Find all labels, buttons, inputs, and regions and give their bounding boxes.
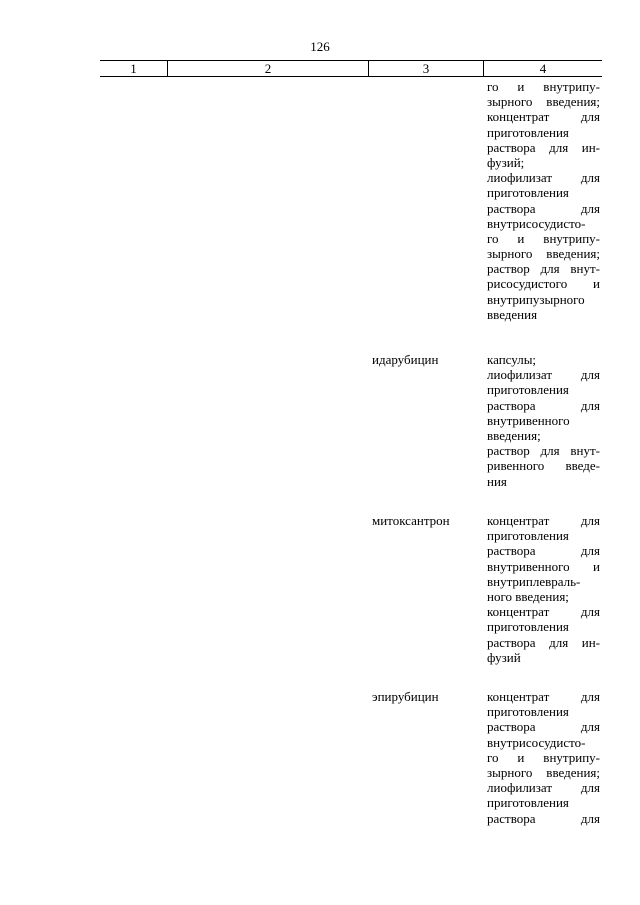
dosage-form-line: внутрисосудисто- bbox=[487, 734, 586, 750]
dosage-form-line: концентрат для bbox=[487, 689, 600, 704]
dosage-form-line: фузий; bbox=[487, 154, 525, 170]
dosage-form-line: ния bbox=[487, 473, 507, 489]
dosage-form-line: внутриплевраль- bbox=[487, 573, 581, 589]
dosage-form-line: раствора для ин- bbox=[487, 139, 600, 155]
dosage-form-line: ривенного введе- bbox=[487, 458, 600, 474]
drug-name-mitoxantrone: митоксантрон bbox=[372, 513, 450, 528]
dosage-form-line: го и внутрипу- bbox=[487, 79, 600, 94]
dosage-form-line: ного введения; bbox=[487, 588, 569, 604]
dosage-form-line: внутрипузырного bbox=[487, 291, 585, 307]
dosage-form-line: введения bbox=[487, 306, 538, 322]
dosage-form-line: внутривенного и bbox=[487, 558, 600, 574]
dosage-form-line: лиофилизат для bbox=[487, 170, 600, 186]
dosage-form-line: лиофилизат для bbox=[487, 367, 600, 383]
dosage-form-line: зырного введения; bbox=[487, 94, 600, 110]
dosage-form-line: раствор для внут- bbox=[487, 443, 600, 459]
dosage-forms-continuation bbox=[487, 79, 600, 322]
dosage-form-line: раствора для bbox=[487, 397, 600, 413]
dosage-form-line: раствора для bbox=[487, 200, 600, 216]
dosage-form-line: приготовления bbox=[487, 619, 569, 635]
dosage-form-line: приготовления bbox=[487, 382, 569, 398]
dosage-form-line: зырного введения; bbox=[487, 764, 600, 780]
dosage-form-line: приготовления bbox=[487, 124, 569, 140]
dosage-form-line: приготовления bbox=[487, 528, 569, 544]
dosage-form-line: раствора для ин- bbox=[487, 634, 600, 650]
dosage-form-line: концентрат для bbox=[487, 604, 600, 620]
dosage-form-line: внутрисосудисто- bbox=[487, 215, 586, 231]
dosage-form-line: го и внутрипу- bbox=[487, 749, 600, 765]
page-number: 126 bbox=[310, 39, 330, 54]
dosage-form-line: раствор для внут- bbox=[487, 261, 600, 277]
dosage-forms-epirubicin bbox=[487, 689, 600, 826]
dosage-form-line: раствора для bbox=[487, 719, 600, 735]
dosage-forms-mitoxantrone bbox=[487, 513, 600, 665]
dosage-form-line: капсулы; bbox=[487, 352, 537, 367]
dosage-form-line: приготовления bbox=[487, 795, 569, 811]
column-header-4: 4 bbox=[483, 61, 602, 76]
dosage-form-line: введения; bbox=[487, 427, 541, 443]
dosage-form-line: концентрат для bbox=[487, 109, 600, 125]
dosage-form-line: лиофилизат для bbox=[487, 780, 600, 796]
dosage-form-line: рисосудистого и bbox=[487, 276, 600, 292]
column-header-1: 1 bbox=[130, 61, 137, 76]
dosage-form-line: приготовления bbox=[487, 185, 569, 201]
dosage-form-line: го и внутрипу- bbox=[487, 230, 600, 246]
dosage-forms-idarubicin bbox=[487, 352, 600, 489]
drug-name-epirubicin: эпирубицин bbox=[372, 689, 439, 704]
table-header-row bbox=[100, 60, 602, 77]
dosage-form-line: концентрат для bbox=[487, 513, 600, 528]
column-header-2: 2 bbox=[167, 61, 368, 76]
dosage-form-line: зырного введения; bbox=[487, 246, 600, 262]
dosage-form-line: внутривенного bbox=[487, 412, 570, 428]
dosage-form-line: раствора для bbox=[487, 543, 600, 559]
drug-name-idarubicin: идарубицин bbox=[372, 352, 439, 367]
dosage-form-line: раствора для bbox=[487, 810, 600, 826]
dosage-form-line: фузий bbox=[487, 649, 521, 665]
dosage-form-line: приготовления bbox=[487, 704, 569, 720]
column-header-3: 3 bbox=[368, 61, 483, 76]
